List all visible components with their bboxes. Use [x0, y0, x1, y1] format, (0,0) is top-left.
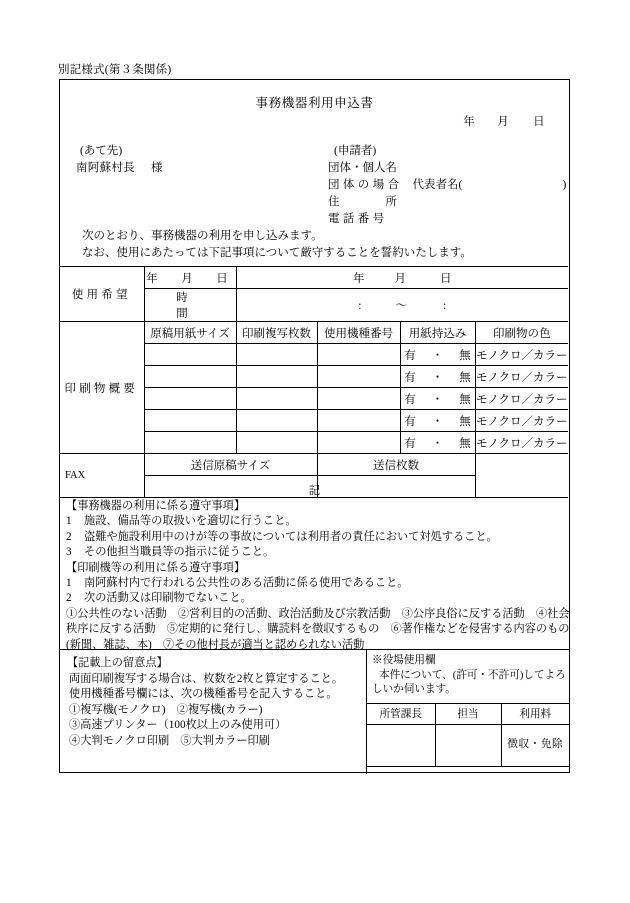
- cell-bring-paper-3[interactable]: [400, 388, 475, 410]
- cell-copies-3[interactable]: [236, 388, 317, 410]
- bring-paper-yes-1[interactable]: 有: [404, 349, 416, 362]
- applicant-address-label2: 所: [385, 196, 397, 208]
- usage-date-value: [353, 273, 452, 285]
- usage-date-month: 月: [394, 272, 406, 285]
- notes-line-1: 両面印刷複写する場合は、枚数を2枚と算定すること。: [69, 672, 344, 685]
- office-value-section-chief[interactable]: [367, 724, 435, 766]
- rules-s1-num-2: 2: [66, 530, 72, 543]
- rules-s2-num-1: 1: [66, 577, 72, 590]
- rules-section2-title: 【印刷機等の利用に係る遵守事項】: [66, 561, 246, 574]
- office-col-staff: 担当: [435, 703, 501, 724]
- bring-paper-dot-3: ・: [431, 393, 444, 406]
- office-col-fee: 利用料: [501, 703, 569, 724]
- cell-paper-size-1[interactable]: [144, 344, 236, 366]
- office-use-table: [367, 703, 569, 767]
- col-header-copies: 印刷複写枚数: [236, 322, 317, 344]
- notes-line-3: ①複写機(モノクロ) ②複写機(カラー): [69, 703, 263, 716]
- bring-paper-yes-2[interactable]: 有: [404, 371, 416, 384]
- cell-print-color-2[interactable]: モノクロ／カラー: [475, 366, 568, 388]
- rules-s2-text-2: 次の活動又は印刷物でないこと。: [84, 592, 252, 605]
- office-table-header-row: [367, 703, 569, 724]
- notes-line-2: 使用機種番号欄には、次の機種番号を記入すること。: [69, 688, 338, 701]
- rules-s1-num-1: 1: [66, 515, 72, 528]
- form-outer-frame: [59, 79, 570, 773]
- cell-print-color-5[interactable]: モノクロ／カラー: [475, 432, 568, 454]
- rules-s2-num-2: 2: [66, 592, 72, 605]
- table-row-fax-header: [59, 454, 568, 476]
- office-use-box: [367, 649, 570, 774]
- usage-time-start: :: [358, 300, 362, 312]
- cell-machine-no-1[interactable]: [317, 344, 400, 366]
- cell-paper-size-2[interactable]: [144, 366, 236, 388]
- date-month-label: 月: [497, 116, 510, 128]
- intro-text: [76, 228, 472, 262]
- intro-line-1: 次のとおり、事務機器の利用を申し込みます。: [82, 230, 323, 242]
- col-header-machine-no: 使用機種番号: [317, 322, 400, 344]
- col-header-bring-paper: 用紙持込み: [400, 322, 475, 344]
- applicant-address-line: [328, 194, 566, 211]
- cell-bring-paper-2[interactable]: [400, 366, 475, 388]
- rules-section2-item-2: [60, 591, 569, 606]
- addressee-block: [76, 143, 163, 177]
- cell-bring-paper-4[interactable]: [400, 410, 475, 432]
- office-col-section-chief: 所管課長: [367, 703, 435, 724]
- rules-s1-text-3: その他担当職員等の指示に従うこと。: [84, 546, 275, 559]
- bring-paper-no-2[interactable]: 無: [459, 371, 471, 384]
- rules-section1-item-1: [60, 514, 569, 529]
- usage-time-value-cell[interactable]: [236, 289, 568, 322]
- office-value-staff[interactable]: [435, 724, 501, 766]
- cell-copies-1[interactable]: [236, 344, 317, 366]
- usage-date-year: 年: [353, 272, 365, 285]
- rules-s2-text-1: 南阿蘇村内で行われる公共性のある活動に係る使用であること。: [84, 577, 409, 590]
- office-fee-options[interactable]: [501, 724, 569, 766]
- bring-paper-dot-4: ・: [431, 415, 444, 428]
- cell-machine-no-2[interactable]: [317, 366, 400, 388]
- applicant-address-label: 住: [328, 196, 340, 208]
- intro-line-2: なお、使用にあたっては下記事項について厳守することを誓約いたします。: [82, 247, 472, 259]
- bring-paper-dot-2: ・: [431, 371, 444, 384]
- prohibited-line-1: ①公共性のない活動 ②営利目的の活動、政治活動及び宗教活動 ③公序良俗に反する活動 ④社会: [66, 607, 570, 620]
- bring-paper-dot-5: ・: [431, 437, 444, 450]
- application-date-line: [463, 113, 545, 129]
- rules-section: [60, 480, 569, 653]
- notes-line-4: ③高速プリンター（100枚以上のみ使用可）: [69, 719, 287, 732]
- cell-machine-no-4[interactable]: [317, 410, 400, 432]
- date-day-label: 日: [533, 116, 545, 128]
- applicant-block: [328, 143, 566, 228]
- main-table-wrapper: [59, 266, 570, 498]
- bring-paper-no-5[interactable]: 無: [459, 437, 471, 450]
- rules-s1-text-1: 施設、備品等の取扱いを適切に行うこと。: [84, 515, 297, 528]
- rules-section2-item-1: [60, 576, 569, 591]
- applicant-phone-label: 電話番号: [328, 213, 388, 225]
- bring-paper-yes-4[interactable]: 有: [404, 415, 416, 428]
- rules-section1-item-3: [60, 545, 569, 560]
- cell-copies-2[interactable]: [236, 366, 317, 388]
- page-title: 事務機器利用申込書: [255, 96, 374, 110]
- rules-section1-item-2: [60, 530, 569, 545]
- rules-s1-num-3: 3: [66, 546, 72, 559]
- office-use-title: ※役場使用欄: [372, 655, 436, 666]
- cell-copies-4[interactable]: [236, 410, 317, 432]
- applicant-representative-close: ): [562, 179, 567, 191]
- cell-bring-paper-1[interactable]: [400, 344, 475, 366]
- usage-date-value-cell[interactable]: [236, 267, 568, 289]
- rules-s1-text-2: 盗難や施設利用中のけが等の事故については利用者の責任において対処すること。: [84, 530, 498, 543]
- fax-col-header-sheets: 送信枚数: [317, 454, 475, 476]
- cell-machine-no-3[interactable]: [317, 388, 400, 410]
- applicant-heading: (申請者): [334, 145, 377, 157]
- bring-paper-yes-5[interactable]: 有: [404, 437, 416, 450]
- cell-paper-size-5[interactable]: [144, 432, 236, 454]
- notes-title: 【記載上の留意点】: [67, 657, 168, 669]
- usage-time-end: :: [443, 300, 447, 312]
- bottom-section: [59, 649, 570, 774]
- col-header-print-color: 印刷物の色: [475, 322, 568, 344]
- prohibited-line-2: 秩序に反する活動 ⑤定期的に発行し、購読料を徴収するもの ⑥著作権などを侵害する内容のもの: [66, 623, 570, 636]
- notes-line-5: ④大判モノクロ印刷 ⑤大判カラー印刷: [69, 734, 270, 747]
- addressee-name: 南阿蘇村長: [76, 162, 135, 174]
- form-number: 別記様式(第３条関係): [58, 64, 172, 76]
- cell-bring-paper-5[interactable]: [400, 432, 475, 454]
- col-header-paper-size: 原稿用紙サイズ: [144, 322, 236, 344]
- office-use-line-2: しいか伺います。: [372, 684, 456, 696]
- cell-copies-5[interactable]: [236, 432, 317, 454]
- prohibited-line-3: (新聞、雑誌、本) ⑦その他村長が適当と認められない活動: [66, 638, 365, 651]
- addressee-name-line: [76, 160, 163, 177]
- bring-paper-dot-1: ・: [431, 349, 444, 362]
- applicant-representative-label: 代表者名(: [412, 179, 463, 191]
- usage-request-label: 使用希望: [59, 267, 144, 322]
- notes-box: [59, 649, 367, 774]
- usage-time-value: [358, 300, 446, 312]
- bring-paper-yes-3[interactable]: 有: [404, 393, 416, 406]
- main-grid-table: [59, 266, 568, 498]
- table-row-usage-date: [59, 267, 568, 289]
- cell-print-color-4[interactable]: モノクロ／カラー: [475, 410, 568, 432]
- applicant-org-person-label: 団体・個人名: [328, 162, 397, 174]
- office-table-body-row: [367, 724, 569, 766]
- form-header: [60, 80, 569, 266]
- rules-section1-title: 【事務機器の利用に係る遵守事項】: [66, 500, 246, 512]
- usage-time-tilde: 〜: [395, 300, 407, 312]
- office-fee-options-text: 徴収・免除: [507, 739, 564, 751]
- bring-paper-no-4[interactable]: 無: [459, 415, 471, 428]
- office-use-line-1: 本件について、(許可・不許可)してよろ: [379, 669, 566, 681]
- applicant-org-case-label: 団体の場合: [328, 179, 403, 191]
- fax-label: FAX: [59, 454, 144, 498]
- print-summary-label: 印刷物概要: [59, 322, 144, 454]
- cell-machine-no-5[interactable]: [317, 432, 400, 454]
- usage-date-label: 年 月 日: [144, 267, 236, 289]
- applicant-representative-line: [328, 177, 566, 194]
- bring-paper-no-3[interactable]: 無: [459, 393, 471, 406]
- table-row-print-header: [59, 322, 568, 344]
- addressee-caption: (あて先): [80, 145, 123, 157]
- usage-time-label: 時 間: [144, 289, 236, 322]
- cell-paper-size-4[interactable]: [144, 410, 236, 432]
- cell-paper-size-3[interactable]: [144, 388, 236, 410]
- usage-date-day: 日: [440, 272, 452, 285]
- ki-heading: 記: [308, 485, 321, 497]
- cell-print-color-3[interactable]: モノクロ／カラー: [475, 388, 568, 410]
- bring-paper-no-1[interactable]: 無: [459, 349, 471, 362]
- addressee-honorific: 様: [151, 162, 163, 174]
- cell-print-color-1[interactable]: モノクロ／カラー: [475, 344, 568, 366]
- date-year-label: 年: [463, 116, 476, 128]
- fax-col-header-original-size: 送信原稿サイズ: [144, 454, 317, 476]
